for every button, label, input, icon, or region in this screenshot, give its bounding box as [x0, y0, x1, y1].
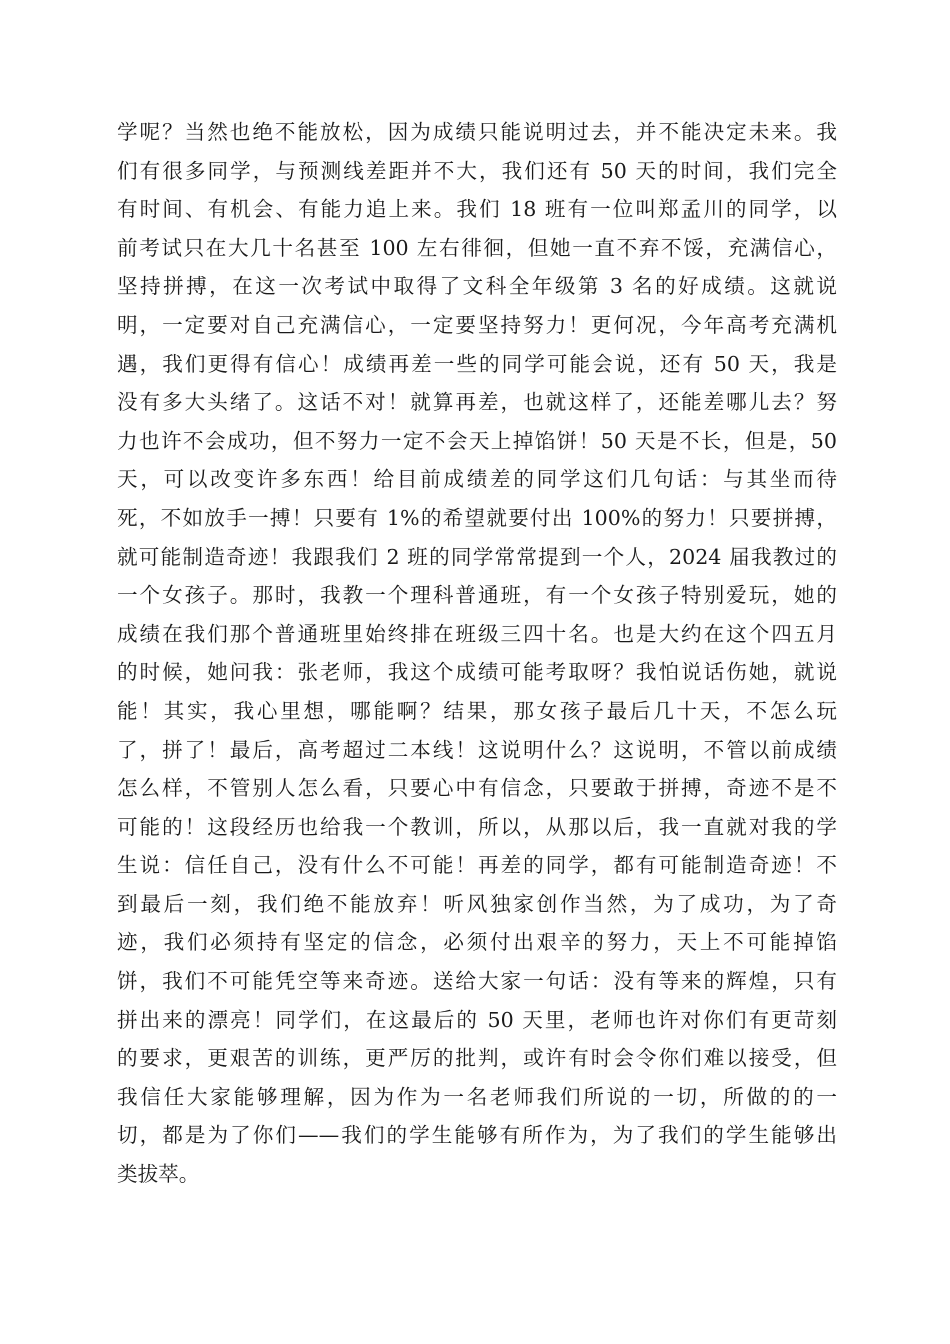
text-line-17: 了，拼了！最后，高考超过二本线！这说明什么？这说明，不管以前成绩: [117, 737, 837, 762]
text-line-1: 学呢？当然也绝不能放松，因为成绩只能说明过去，并不能决定未来。我: [117, 120, 837, 144]
text-line-7: 遇，我们更得有信心！成绩再差一些的同学可能会说，还有 50 天，我是: [117, 351, 837, 376]
text-line-2: 们有很多同学，与预测线差距并不大，我们还有 50 天的时间，我们完全: [117, 158, 837, 183]
text-line-26: 我信任大家能够理解，因为作为一名老师我们所说的一切，所做的的一: [117, 1084, 837, 1109]
text-line-6: 明，一定要对自己充满信心，一定要坚持努力！更何况，今年高考充满机: [117, 312, 837, 337]
text-line-4: 前考试只在大几十名甚至 100 左右徘徊，但她一直不弃不馁，充满信心，: [117, 235, 837, 260]
text-line-19: 可能的！这段经历也给我一个教训，所以，从那以后，我一直就对我的学: [117, 814, 837, 839]
text-line-14: 成绩在我们那个普通班里始终排在班级三四十名。也是大约在这个四五月: [117, 621, 837, 646]
text-line-25: 的要求，更艰苦的训练，更严厉的批判，或许有时会令你们难以接受，但: [117, 1046, 837, 1071]
text-line-24: 拼出来的漂亮！同学们，在这最后的 50 天里，老师也许对你们有更苛刻: [117, 1007, 837, 1032]
speech-paragraph: [117, 113, 837, 1194]
text-line-28: 类拔萃。: [117, 1162, 200, 1187]
text-line-3: 有时间、有机会、有能力追上来。我们 18 班有一位叫郑孟川的同学，以: [117, 197, 837, 222]
text-line-21: 到最后一刻，我们绝不能放弃！听风独家创作当然，为了成功，为了奇: [117, 891, 837, 916]
text-line-9: 力也许不会成功，但不努力一定不会天上掉馅饼！50 天是不长，但是，50: [117, 428, 837, 453]
text-line-12: 就可能制造奇迹！我跟我们 2 班的同学常常提到一个人，2024 届我教过的: [117, 544, 837, 569]
text-line-22: 迹，我们必须持有坚定的信念，必须付出艰辛的努力，天上不可能掉馅: [117, 930, 837, 955]
text-line-27: 切，都是为了你们——我们的学生能够有所作为，为了我们的学生能够出: [117, 1123, 837, 1148]
text-line-5: 坚持拼搏，在这一次考试中取得了文科全年级第 3 名的好成绩。这就说: [117, 274, 837, 299]
text-line-8: 没有多大头绪了。这话不对！就算再差，也就这样了，还能差哪儿去？努: [117, 390, 837, 415]
text-line-15: 的时候，她问我：张老师，我这个成绩可能考取呀？我怕说话伤她，就说: [117, 660, 837, 685]
text-line-11: 死，不如放手一搏！只要有 1%的希望就要付出 100%的努力！只要拼搏，: [117, 505, 837, 530]
text-line-20: 生说：信任自己，没有什么不可能！再差的同学，都有可能制造奇迹！不: [117, 853, 837, 878]
text-line-13: 一个女孩子。那时，我教一个理科普通班，有一个女孩子特别爱玩，她的: [117, 583, 837, 608]
text-line-10: 天，可以改变许多东西！给目前成绩差的同学这们几句话：与其坐而待: [117, 467, 837, 492]
text-line-23: 饼，我们不可能凭空等来奇迹。送给大家一句话：没有等来的辉煌，只有: [117, 969, 837, 994]
text-line-16: 能！其实，我心里想，哪能啊？结果，那女孩子最后几十天，不怎么玩: [117, 698, 837, 723]
text-line-18: 怎么样，不管别人怎么看，只要心中有信念，只要敢于拼搏，奇迹不是不: [117, 776, 837, 801]
